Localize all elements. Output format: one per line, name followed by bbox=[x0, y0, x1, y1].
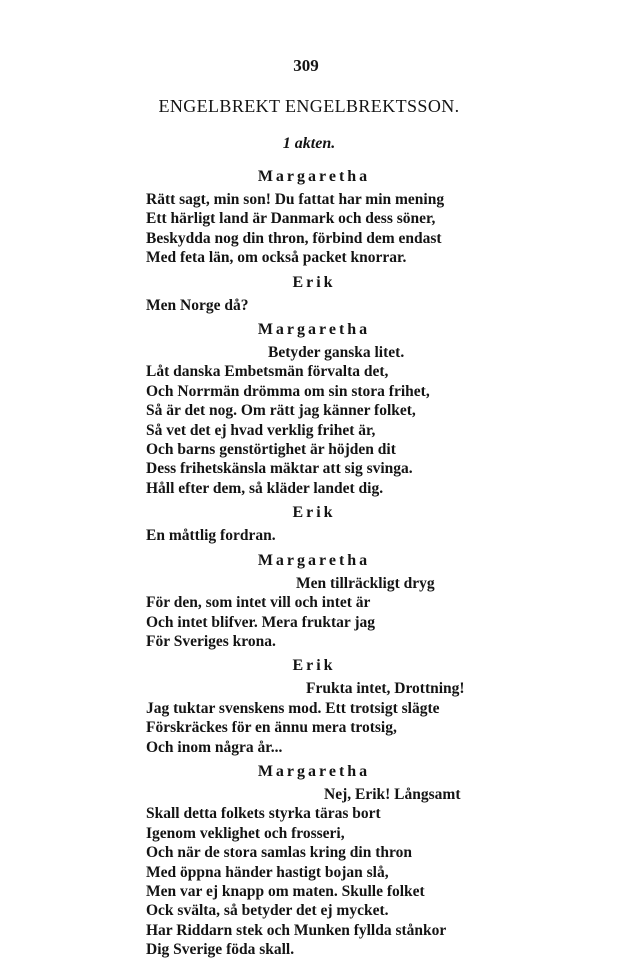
dialogue-block bbox=[146, 653, 496, 757]
verse-line: Och intet blifver. Mera fruktar jag bbox=[146, 613, 376, 631]
verse-line: Och Norrmän drömma om sin stora frihet, bbox=[146, 382, 430, 400]
verse-line: Låt danska Embetsmän förvalta det, bbox=[146, 363, 389, 381]
verse-line: Håll efter dem, så kläder landet dig. bbox=[146, 479, 384, 497]
dialogue-block bbox=[146, 270, 496, 315]
speaker-name: Erik bbox=[292, 504, 336, 522]
verse-line: Beskydda nog din thron, förbind dem endast bbox=[146, 229, 442, 247]
verse-line: Betyder ganska litet. bbox=[268, 344, 405, 362]
verse-line: En måttlig fordran. bbox=[146, 527, 276, 545]
act-heading: 1 akten. bbox=[282, 135, 336, 152]
verse-line: Med feta län, om också packet knorrar. bbox=[146, 249, 407, 267]
page-title: ENGELBREKT ENGELBREKTSSON. bbox=[158, 96, 460, 116]
speaker-name: Margaretha bbox=[257, 321, 371, 339]
verse-line: Ock svälta, så betyder det ej mycket. bbox=[146, 902, 389, 920]
verse-line: Med öppna händer hastigt bojan slå, bbox=[146, 863, 389, 881]
verse-line: Nej, Erik! Långsamt bbox=[324, 785, 461, 803]
verse-line: Men tillräckligt dryg bbox=[296, 574, 435, 592]
verse-line: Förskräckes för en ännu mera trotsig, bbox=[146, 719, 397, 737]
verse-line: Skall detta folkets styrka täras bort bbox=[146, 805, 381, 823]
verse-line: Så är det nog. Om rätt jag känner folket, bbox=[146, 402, 416, 420]
verse-line: Och när de stora samlas kring din thron bbox=[146, 844, 412, 862]
verse-line: Dess frihetskänsla mäktar att sig svinga. bbox=[146, 460, 413, 478]
verse-line: Igenom veklighet och frosseri, bbox=[146, 824, 345, 842]
verse-line: Jag tuktar svenskens mod. Ett trotsigt slägte bbox=[146, 699, 440, 717]
dialogue-block bbox=[146, 164, 496, 268]
verse-line: För den, som intet vill och intet är bbox=[146, 594, 371, 612]
speaker-name: Erik bbox=[292, 657, 336, 675]
speaker-name: Margaretha bbox=[257, 551, 371, 569]
verse-line: Dig Sverige föda skall. bbox=[146, 941, 295, 959]
page-number: 309 bbox=[293, 56, 319, 75]
verse-line: Har Riddarn stek och Munken fyllda stånkor bbox=[146, 921, 447, 939]
verse-line: Rätt sagt, min son! Du fattat har min mening bbox=[146, 191, 445, 208]
verse-line: Och inom några år... bbox=[146, 738, 283, 756]
verse-line: Men Norge då? bbox=[146, 296, 249, 314]
verse-line: För Sveriges krona. bbox=[146, 632, 276, 650]
speaker-name: Margaretha bbox=[257, 168, 371, 185]
dialogue-block bbox=[146, 759, 496, 960]
dialogue-body bbox=[146, 162, 496, 960]
speaker-name: Erik bbox=[292, 273, 336, 291]
verse-line: Men var ej knapp om maten. Skulle folket bbox=[146, 882, 425, 900]
dialogue-block bbox=[146, 500, 496, 545]
speaker-name: Margaretha bbox=[257, 762, 371, 780]
verse-line: Så vet det ej hvad verklig frihet är, bbox=[146, 421, 376, 439]
dialogue-block bbox=[146, 548, 496, 652]
verse-line: Ett härligt land är Danmark och dess söner, bbox=[146, 210, 436, 228]
verse-line: Och barns genstörtighet är höjden dit bbox=[146, 441, 396, 459]
dialogue-block bbox=[146, 317, 496, 498]
verse-line: Frukta intet, Drottning! bbox=[306, 680, 465, 698]
